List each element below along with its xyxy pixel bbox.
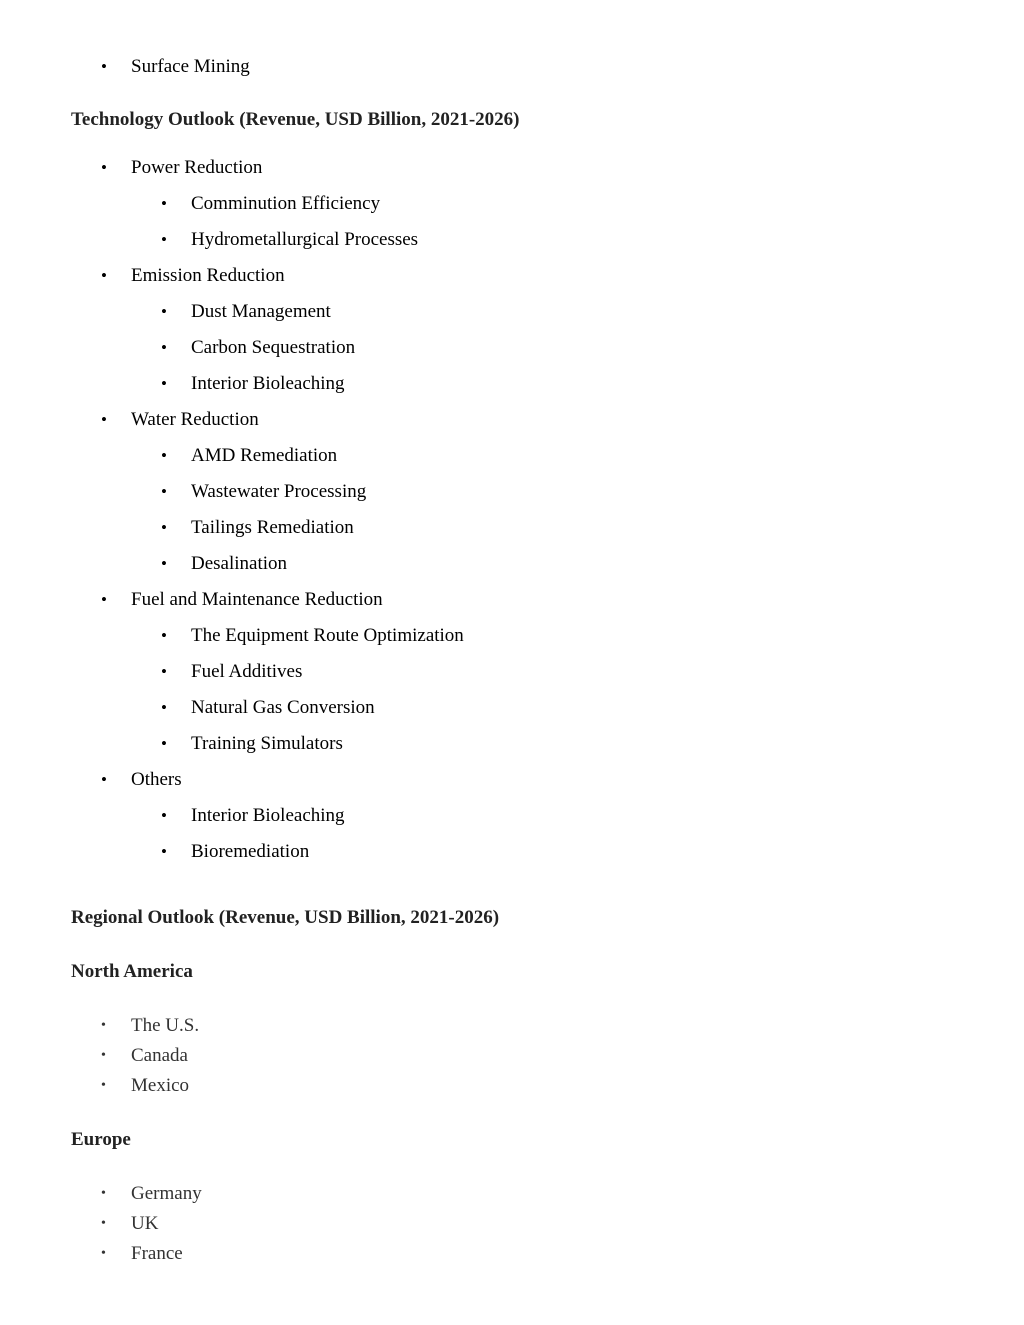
- list-item: Dust Management: [191, 301, 331, 322]
- list-item-group: Fuel and Maintenance Reduction: [131, 589, 383, 610]
- bullet-icon: •: [161, 194, 167, 213]
- bullet-icon: •: [161, 518, 167, 537]
- bullet-icon: •: [101, 1048, 106, 1063]
- list-item: Interior Bioleaching: [191, 805, 345, 826]
- list-item: France: [131, 1243, 183, 1264]
- list-item: The Equipment Route Optimization: [191, 625, 464, 646]
- bullet-icon: •: [101, 590, 107, 609]
- list-item: Germany: [131, 1183, 202, 1204]
- region-heading: North America: [71, 961, 193, 982]
- list-item: Fuel Additives: [191, 661, 303, 682]
- bullet-icon: •: [161, 842, 167, 861]
- list-item: Wastewater Processing: [191, 481, 367, 502]
- bullet-icon: •: [101, 1246, 106, 1261]
- list-item: Canada: [131, 1045, 188, 1066]
- bullet-icon: •: [161, 374, 167, 393]
- list-item: The U.S.: [131, 1015, 200, 1036]
- bullet-icon: •: [101, 57, 107, 76]
- bullet-icon: •: [161, 734, 167, 753]
- bullet-icon: •: [161, 806, 167, 825]
- bullet-icon: •: [101, 1018, 106, 1033]
- bullet-icon: •: [161, 338, 167, 357]
- list-item-group: Power Reduction: [131, 157, 263, 178]
- list-item: Surface Mining: [131, 56, 250, 77]
- list-item: Interior Bioleaching: [191, 373, 345, 394]
- bullet-icon: •: [101, 266, 107, 285]
- list-item: Desalination: [191, 553, 288, 574]
- list-item: Mexico: [131, 1075, 190, 1096]
- bullet-icon: •: [161, 446, 167, 465]
- list-item: Training Simulators: [191, 733, 343, 754]
- list-item-group: Others: [131, 769, 182, 790]
- bullet-icon: •: [101, 158, 107, 177]
- list-item: Bioremediation: [191, 841, 310, 862]
- list-item-group: Emission Reduction: [131, 265, 285, 286]
- bullet-icon: •: [161, 626, 167, 645]
- list-item: Comminution Efficiency: [191, 193, 381, 214]
- bullet-icon: •: [101, 1078, 106, 1093]
- bullet-icon: •: [161, 554, 167, 573]
- list-item-group: Water Reduction: [131, 409, 259, 430]
- list-item: Carbon Sequestration: [191, 337, 356, 358]
- bullet-icon: •: [161, 698, 167, 717]
- bullet-icon: •: [101, 1216, 106, 1231]
- list-item: Hydrometallurgical Processes: [191, 229, 419, 250]
- list-item: Natural Gas Conversion: [191, 697, 375, 718]
- bullet-icon: •: [161, 482, 167, 501]
- bullet-icon: •: [101, 770, 107, 789]
- bullet-icon: •: [161, 302, 167, 321]
- bullet-icon: •: [161, 662, 167, 681]
- list-item: UK: [131, 1213, 159, 1234]
- bullet-icon: •: [101, 1186, 106, 1201]
- list-item: AMD Remediation: [191, 445, 338, 466]
- region-heading: Europe: [71, 1129, 131, 1150]
- bullet-icon: •: [161, 230, 167, 249]
- technology-heading: Technology Outlook (Revenue, USD Billion, 2021-2026): [71, 109, 520, 130]
- bullet-icon: •: [101, 410, 107, 429]
- regional-heading: Regional Outlook (Revenue, USD Billion, 2021-2026): [71, 907, 500, 928]
- list-item: Tailings Remediation: [191, 517, 354, 538]
